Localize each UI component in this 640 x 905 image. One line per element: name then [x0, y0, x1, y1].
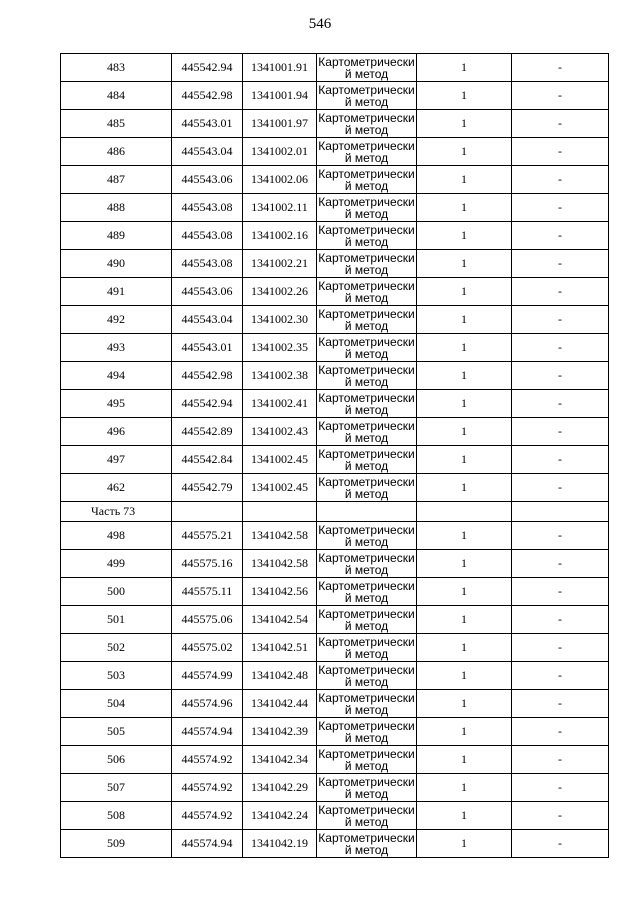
table-row	[61, 746, 609, 774]
method-cell	[317, 578, 417, 606]
x-coordinate-cell: 445575.21	[172, 522, 243, 550]
empty-cell	[417, 502, 512, 522]
method-line1: Картометрически	[318, 166, 415, 181]
dash-cell: -	[512, 138, 609, 166]
accuracy-cell: 1	[417, 194, 512, 222]
method-line1: Картометрически	[318, 194, 415, 209]
accuracy-cell: 1	[417, 250, 512, 278]
table-row	[61, 606, 609, 634]
point-number-cell: 500	[61, 578, 172, 606]
method-cell	[317, 606, 417, 634]
x-coordinate-cell: 445543.08	[172, 194, 243, 222]
accuracy-cell: 1	[417, 606, 512, 634]
y-coordinate-cell: 1341001.91	[243, 54, 317, 82]
table-row	[61, 362, 609, 390]
table-row	[61, 690, 609, 718]
method-cell	[317, 110, 417, 138]
y-coordinate-cell: 1341002.11	[243, 194, 317, 222]
y-coordinate-cell: 1341001.97	[243, 110, 317, 138]
empty-cell	[243, 502, 317, 522]
method-line1: Картометрически	[318, 690, 415, 705]
x-coordinate-cell: 445574.92	[172, 802, 243, 830]
y-coordinate-cell: 1341042.54	[243, 606, 317, 634]
method-line1: Картометрически	[318, 718, 415, 733]
table-row	[61, 110, 609, 138]
y-coordinate-cell: 1341002.41	[243, 390, 317, 418]
y-coordinate-cell: 1341042.58	[243, 522, 317, 550]
accuracy-cell: 1	[417, 718, 512, 746]
dash-cell: -	[512, 194, 609, 222]
table-row	[61, 522, 609, 550]
table-row	[61, 418, 609, 446]
method-cell	[317, 306, 417, 334]
x-coordinate-cell: 445543.01	[172, 110, 243, 138]
method-line1: Картометрически	[318, 446, 415, 461]
accuracy-cell: 1	[417, 802, 512, 830]
x-coordinate-cell: 445542.98	[172, 82, 243, 110]
point-number-cell: 506	[61, 746, 172, 774]
point-number-cell: 509	[61, 830, 172, 858]
accuracy-cell: 1	[417, 82, 512, 110]
method-line2: й метод	[344, 486, 389, 501]
y-coordinate-cell: 1341042.19	[243, 830, 317, 858]
accuracy-cell: 1	[417, 474, 512, 502]
table-row	[61, 830, 609, 858]
method-line1: Картометрически	[318, 522, 415, 537]
y-coordinate-cell: 1341002.06	[243, 166, 317, 194]
point-number-cell: 490	[61, 250, 172, 278]
y-coordinate-cell: 1341042.48	[243, 662, 317, 690]
dash-cell: -	[512, 578, 609, 606]
x-coordinate-cell: 445543.06	[172, 166, 243, 194]
accuracy-cell: 1	[417, 110, 512, 138]
table-row	[61, 194, 609, 222]
method-cell	[317, 82, 417, 110]
accuracy-cell: 1	[417, 830, 512, 858]
method-line2: й метод	[344, 730, 389, 745]
method-line1: Картометрически	[318, 390, 415, 405]
y-coordinate-cell: 1341002.16	[243, 222, 317, 250]
x-coordinate-cell: 445543.06	[172, 278, 243, 306]
x-coordinate-cell: 445575.16	[172, 550, 243, 578]
x-coordinate-cell: 445542.94	[172, 54, 243, 82]
dash-cell: -	[512, 690, 609, 718]
dash-cell: -	[512, 522, 609, 550]
method-line1: Картометрически	[318, 334, 415, 349]
table-row	[61, 550, 609, 578]
dash-cell: -	[512, 746, 609, 774]
dash-cell: -	[512, 390, 609, 418]
y-coordinate-cell: 1341042.29	[243, 774, 317, 802]
method-cell	[317, 390, 417, 418]
coordinates-table	[60, 53, 609, 858]
method-line1: Картометрически	[318, 362, 415, 377]
method-line2: й метод	[344, 290, 389, 305]
dash-cell: -	[512, 82, 609, 110]
method-cell	[317, 634, 417, 662]
method-line2: й метод	[344, 206, 389, 221]
empty-cell	[172, 502, 243, 522]
method-line2: й метод	[344, 646, 389, 661]
table-row	[61, 474, 609, 502]
dash-cell: -	[512, 250, 609, 278]
x-coordinate-cell: 445574.92	[172, 774, 243, 802]
point-number-cell: 483	[61, 54, 172, 82]
accuracy-cell: 1	[417, 334, 512, 362]
table-row	[61, 54, 609, 82]
point-number-cell: 504	[61, 690, 172, 718]
method-cell	[317, 746, 417, 774]
method-line2: й метод	[344, 786, 389, 801]
y-coordinate-cell: 1341042.44	[243, 690, 317, 718]
dash-cell: -	[512, 446, 609, 474]
method-cell	[317, 222, 417, 250]
point-number-cell: 507	[61, 774, 172, 802]
method-line1: Картометрически	[318, 418, 415, 433]
y-coordinate-cell: 1341002.01	[243, 138, 317, 166]
method-line2: й метод	[344, 842, 389, 857]
point-number-cell: 485	[61, 110, 172, 138]
dash-cell: -	[512, 830, 609, 858]
y-coordinate-cell: 1341002.45	[243, 446, 317, 474]
y-coordinate-cell: 1341042.39	[243, 718, 317, 746]
method-cell	[317, 774, 417, 802]
accuracy-cell: 1	[417, 446, 512, 474]
table-row	[61, 166, 609, 194]
method-line1: Картометрически	[318, 110, 415, 125]
method-line2: й метод	[344, 318, 389, 333]
method-line1: Картометрически	[318, 474, 415, 489]
accuracy-cell: 1	[417, 662, 512, 690]
point-number-cell: 484	[61, 82, 172, 110]
empty-cell	[512, 502, 609, 522]
method-line1: Картометрически	[318, 802, 415, 817]
method-line2: й метод	[344, 758, 389, 773]
point-number-cell: 487	[61, 166, 172, 194]
dash-cell: -	[512, 634, 609, 662]
point-number-cell: 492	[61, 306, 172, 334]
table-row	[61, 774, 609, 802]
method-line2: й метод	[344, 702, 389, 717]
y-coordinate-cell: 1341002.35	[243, 334, 317, 362]
method-cell	[317, 446, 417, 474]
method-line1: Картометрически	[318, 54, 415, 69]
x-coordinate-cell: 445574.94	[172, 830, 243, 858]
method-cell	[317, 194, 417, 222]
point-number-cell: 462	[61, 474, 172, 502]
table-row	[61, 306, 609, 334]
table-row	[61, 82, 609, 110]
dash-cell: -	[512, 334, 609, 362]
table-row	[61, 578, 609, 606]
method-line1: Картометрически	[318, 250, 415, 265]
x-coordinate-cell: 445543.04	[172, 306, 243, 334]
accuracy-cell: 1	[417, 634, 512, 662]
point-number-cell: 494	[61, 362, 172, 390]
point-number-cell: 496	[61, 418, 172, 446]
x-coordinate-cell: 445543.04	[172, 138, 243, 166]
method-line2: й метод	[344, 458, 389, 473]
method-cell	[317, 54, 417, 82]
table-row	[61, 250, 609, 278]
method-cell	[317, 334, 417, 362]
method-cell	[317, 474, 417, 502]
accuracy-cell: 1	[417, 278, 512, 306]
dash-cell: -	[512, 550, 609, 578]
accuracy-cell: 1	[417, 222, 512, 250]
table-row	[61, 278, 609, 306]
method-line2: й метод	[344, 346, 389, 361]
method-line1: Картометрически	[318, 222, 415, 237]
accuracy-cell: 1	[417, 390, 512, 418]
method-line2: й метод	[344, 234, 389, 249]
method-line1: Картометрически	[318, 774, 415, 789]
table-row	[61, 138, 609, 166]
table-row	[61, 446, 609, 474]
method-line1: Картометрически	[318, 746, 415, 761]
method-line2: й метод	[344, 66, 389, 81]
method-line2: й метод	[344, 562, 389, 577]
point-number-cell: 499	[61, 550, 172, 578]
y-coordinate-cell: 1341002.45	[243, 474, 317, 502]
accuracy-cell: 1	[417, 578, 512, 606]
method-line2: й метод	[344, 122, 389, 137]
method-line2: й метод	[344, 430, 389, 445]
accuracy-cell: 1	[417, 418, 512, 446]
x-coordinate-cell: 445575.11	[172, 578, 243, 606]
table-row	[61, 390, 609, 418]
method-cell	[317, 718, 417, 746]
section-row	[61, 502, 609, 522]
point-number-cell: 486	[61, 138, 172, 166]
point-number-cell: 488	[61, 194, 172, 222]
method-line1: Картометрически	[318, 830, 415, 845]
x-coordinate-cell: 445574.92	[172, 746, 243, 774]
accuracy-cell: 1	[417, 550, 512, 578]
point-number-cell: 495	[61, 390, 172, 418]
method-cell	[317, 250, 417, 278]
point-number-cell: 497	[61, 446, 172, 474]
y-coordinate-cell: 1341042.56	[243, 578, 317, 606]
dash-cell: -	[512, 718, 609, 746]
method-line2: й метод	[344, 814, 389, 829]
method-line2: й метод	[344, 590, 389, 605]
x-coordinate-cell: 445543.08	[172, 222, 243, 250]
dash-cell: -	[512, 166, 609, 194]
y-coordinate-cell: 1341002.26	[243, 278, 317, 306]
x-coordinate-cell: 445542.79	[172, 474, 243, 502]
dash-cell: -	[512, 54, 609, 82]
x-coordinate-cell: 445542.89	[172, 418, 243, 446]
dash-cell: -	[512, 222, 609, 250]
method-cell	[317, 418, 417, 446]
method-cell	[317, 362, 417, 390]
y-coordinate-cell: 1341002.21	[243, 250, 317, 278]
method-cell	[317, 802, 417, 830]
empty-cell	[317, 502, 417, 522]
accuracy-cell: 1	[417, 306, 512, 334]
dash-cell: -	[512, 802, 609, 830]
accuracy-cell: 1	[417, 522, 512, 550]
x-coordinate-cell: 445542.94	[172, 390, 243, 418]
accuracy-cell: 1	[417, 362, 512, 390]
x-coordinate-cell: 445543.08	[172, 250, 243, 278]
method-line2: й метод	[344, 262, 389, 277]
method-line2: й метод	[344, 374, 389, 389]
table-row	[61, 222, 609, 250]
point-number-cell: 493	[61, 334, 172, 362]
dash-cell: -	[512, 662, 609, 690]
dash-cell: -	[512, 774, 609, 802]
dash-cell: -	[512, 278, 609, 306]
x-coordinate-cell: 445574.96	[172, 690, 243, 718]
table-row	[61, 662, 609, 690]
point-number-cell: 505	[61, 718, 172, 746]
x-coordinate-cell: 445574.99	[172, 662, 243, 690]
x-coordinate-cell: 445575.06	[172, 606, 243, 634]
y-coordinate-cell: 1341042.24	[243, 802, 317, 830]
x-coordinate-cell: 445542.84	[172, 446, 243, 474]
dash-cell: -	[512, 418, 609, 446]
dash-cell: -	[512, 606, 609, 634]
dash-cell: -	[512, 306, 609, 334]
x-coordinate-cell: 445575.02	[172, 634, 243, 662]
accuracy-cell: 1	[417, 774, 512, 802]
section-label: Часть 73	[61, 502, 172, 522]
method-line2: й метод	[344, 534, 389, 549]
method-cell	[317, 278, 417, 306]
point-number-cell: 501	[61, 606, 172, 634]
page-number: 546	[308, 16, 332, 32]
accuracy-cell: 1	[417, 746, 512, 774]
method-line1: Картометрически	[318, 306, 415, 321]
method-line2: й метод	[344, 150, 389, 165]
method-cell	[317, 830, 417, 858]
dash-cell: -	[512, 362, 609, 390]
method-line1: Картометрически	[318, 82, 415, 97]
table-row	[61, 334, 609, 362]
method-line2: й метод	[344, 94, 389, 109]
accuracy-cell: 1	[417, 138, 512, 166]
y-coordinate-cell: 1341002.38	[243, 362, 317, 390]
accuracy-cell: 1	[417, 166, 512, 194]
point-number-cell: 489	[61, 222, 172, 250]
y-coordinate-cell: 1341042.58	[243, 550, 317, 578]
method-line2: й метод	[344, 674, 389, 689]
y-coordinate-cell: 1341002.30	[243, 306, 317, 334]
y-coordinate-cell: 1341042.51	[243, 634, 317, 662]
x-coordinate-cell: 445574.94	[172, 718, 243, 746]
method-cell	[317, 138, 417, 166]
table-row	[61, 634, 609, 662]
accuracy-cell: 1	[417, 54, 512, 82]
x-coordinate-cell: 445542.98	[172, 362, 243, 390]
table-row	[61, 718, 609, 746]
method-line1: Картометрически	[318, 550, 415, 565]
dash-cell: -	[512, 474, 609, 502]
method-cell	[317, 550, 417, 578]
method-cell	[317, 522, 417, 550]
method-cell	[317, 166, 417, 194]
x-coordinate-cell: 445543.01	[172, 334, 243, 362]
point-number-cell: 508	[61, 802, 172, 830]
y-coordinate-cell: 1341042.34	[243, 746, 317, 774]
method-cell	[317, 690, 417, 718]
point-number-cell: 498	[61, 522, 172, 550]
method-line2: й метод	[344, 178, 389, 193]
table-body	[61, 54, 609, 858]
method-line2: й метод	[344, 618, 389, 633]
method-line1: Картометрически	[318, 634, 415, 649]
y-coordinate-cell: 1341001.94	[243, 82, 317, 110]
method-line1: Картометрически	[318, 578, 415, 593]
method-line1: Картометрически	[318, 278, 415, 293]
y-coordinate-cell: 1341002.43	[243, 418, 317, 446]
point-number-cell: 503	[61, 662, 172, 690]
method-cell	[317, 662, 417, 690]
point-number-cell: 491	[61, 278, 172, 306]
accuracy-cell: 1	[417, 690, 512, 718]
method-line2: й метод	[344, 402, 389, 417]
table-row	[61, 802, 609, 830]
dash-cell: -	[512, 110, 609, 138]
method-line1: Картометрически	[318, 662, 415, 677]
point-number-cell: 502	[61, 634, 172, 662]
method-line1: Картометрически	[318, 606, 415, 621]
method-line1: Картометрически	[318, 138, 415, 153]
